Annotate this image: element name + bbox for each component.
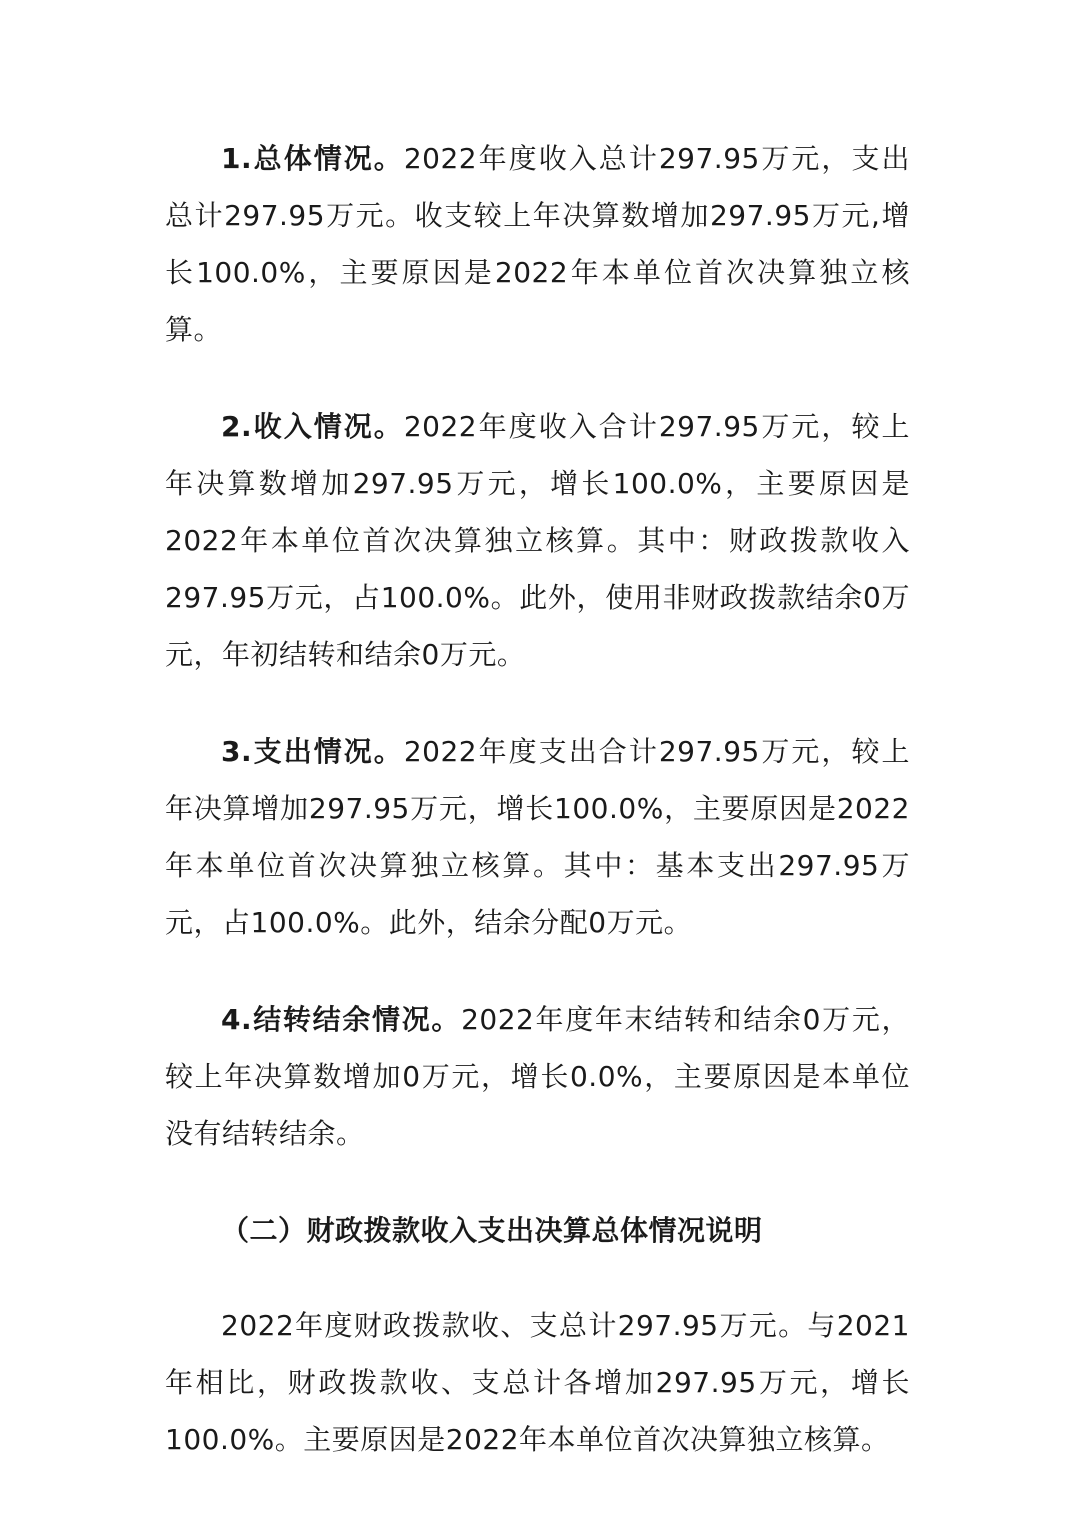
paragraph-body: 2022年度支出合计297.95万元，较上年决算增加297.95万元，增长100.0%，主要原因是2022年本单位首次决算独立核算。其中：基本支出297.95万元，占100.0%。此外，结余分配0万元。 xyxy=(165,735,911,939)
paragraph-lead: 3.支出情况。 xyxy=(221,735,404,768)
paragraph-expenditure xyxy=(165,723,910,951)
paragraph-overall xyxy=(165,130,910,358)
section-heading: （二）财政拨款收入支出决算总体情况说明 xyxy=(221,1214,763,1247)
paragraph-lead: 1.总体情况。 xyxy=(221,142,404,175)
paragraph-lead: 2.收入情况。 xyxy=(221,410,404,443)
paragraph-income xyxy=(165,398,910,683)
paragraph-lead: 4.结转结余情况。 xyxy=(221,1003,462,1036)
paragraph-carryover xyxy=(165,991,910,1162)
paragraph-body: 2022年度收入合计297.95万元，较上年决算数增加297.95万元，增长100.0%，主要原因是2022年本单位首次决算独立核算。其中：财政拨款收入297.95万元，占100.0%。此外，使用非财政拨款结余0万元，年初结转和结余0万元。 xyxy=(165,410,911,671)
section-body: 2022年度财政拨款收、支总计297.95万元。与2021年相比，财政拨款收、支总计各增加297.95万元，增长100.0%。主要原因是2022年本单位首次决算独立核算。 xyxy=(165,1309,910,1456)
paragraph-body: 2022年度年末结转和结余0万元，较上年决算数增加0万元，增长0.0%，主要原因是本单位没有结转结余。 xyxy=(165,1003,911,1150)
paragraph-body: 2022年度收入总计297.95万元，支出总计297.95万元。收支较上年决算数增加297.95万元,增长100.0%，主要原因是2022年本单位首次决算独立核算。 xyxy=(165,142,911,346)
document-content xyxy=(165,130,910,1508)
